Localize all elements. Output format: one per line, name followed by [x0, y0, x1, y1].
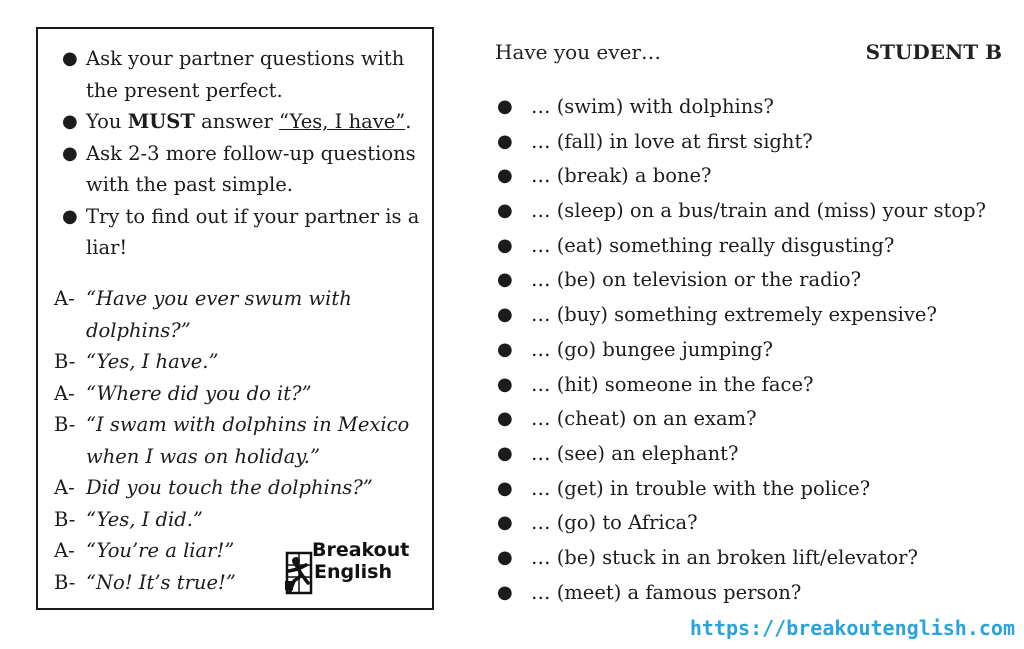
speaker-label: B-	[54, 350, 76, 373]
instruction-end: .	[405, 110, 412, 133]
question-text: … (cheat) on an exam?	[531, 407, 757, 431]
bullet-icon: ●	[497, 338, 513, 360]
question-text: … (be) stuck in an broken lift/elevator?	[531, 545, 918, 569]
logo-text-breakout: Breakout	[312, 539, 410, 561]
bullet-icon: ●	[497, 304, 513, 326]
question-item	[495, 506, 986, 541]
bullet-icon: ●	[62, 205, 78, 227]
question-item	[495, 368, 986, 403]
bullet-icon: ●	[497, 512, 513, 534]
bullet-icon: ●	[497, 581, 513, 603]
question-text: … (see) an elephant?	[531, 441, 739, 465]
breakout-english-logo	[284, 537, 424, 603]
question-text: … (hit) someone in the face?	[531, 372, 814, 396]
instruction-text: Try to find out if your partner is a liar!	[86, 204, 420, 259]
speaker-label: A-	[54, 287, 75, 310]
dialogue-text: “You’re a liar!”	[86, 539, 235, 562]
instruction-emphasis: MUST	[127, 110, 195, 133]
question-text: … (break) a bone?	[531, 164, 712, 188]
dialogue-line	[54, 346, 424, 378]
instruction-middle: answer	[194, 110, 280, 133]
question-item	[495, 576, 986, 611]
question-item	[495, 159, 986, 194]
bullet-icon: ●	[497, 165, 513, 187]
bullet-icon: ●	[497, 200, 513, 222]
section-heading: Have you ever…	[495, 40, 661, 64]
question-item	[495, 194, 986, 229]
instruction-item	[58, 106, 428, 138]
bullet-icon: ●	[497, 442, 513, 464]
bullet-icon: ●	[497, 234, 513, 256]
dialogue-text: “Have you ever swum with dolphins?”	[86, 287, 352, 342]
question-list	[495, 90, 986, 610]
instruction-quote: “Yes, I have”	[279, 110, 406, 133]
question-item	[495, 125, 986, 160]
bullet-icon: ●	[497, 96, 513, 117]
website-url[interactable]: https://breakoutenglish.com	[689, 616, 1015, 640]
question-text: … (go) bungee jumping?	[531, 337, 774, 361]
instruction-text: Ask 2-3 more follow-up questions with the past simple.	[86, 141, 416, 196]
speaker-label: B-	[54, 413, 76, 436]
bullet-icon: ●	[62, 111, 78, 132]
question-item	[495, 298, 986, 333]
instruction-list	[58, 43, 428, 264]
dialogue-text: Did you touch the dolphins?”	[86, 476, 373, 499]
question-item	[495, 333, 986, 368]
dialogue-line	[54, 504, 424, 536]
student-label: STUDENT B	[865, 40, 1002, 64]
question-item	[495, 263, 986, 298]
bullet-icon: ●	[62, 142, 78, 164]
dialogue-line	[54, 283, 424, 346]
speaker-label: A-	[54, 381, 75, 405]
dialogue-line	[54, 409, 424, 472]
instruction-item	[58, 138, 428, 201]
question-text: … (meet) a famous person?	[531, 580, 802, 604]
dialogue-text: “No! It’s true!”	[86, 570, 236, 594]
bullet-icon: ●	[497, 408, 513, 430]
speaker-label: A-	[54, 539, 75, 562]
question-item	[495, 472, 986, 507]
instruction-prefix: You	[86, 110, 128, 133]
bullet-icon: ●	[497, 373, 513, 395]
dialogue-text: “Yes, I did.”	[86, 507, 203, 531]
question-item	[495, 90, 986, 125]
question-text: … (go) to Africa?	[531, 511, 698, 535]
instruction-item	[58, 43, 428, 106]
instructions-box	[36, 27, 434, 610]
question-item	[495, 437, 986, 472]
question-text: … (eat) something really disgusting?	[531, 233, 895, 257]
question-item	[495, 541, 986, 576]
instruction-item	[58, 201, 428, 264]
bullet-icon: ●	[497, 546, 513, 568]
bullet-icon: ●	[62, 48, 78, 69]
speaker-label: B-	[54, 570, 76, 594]
question-text: … (be) on television or the radio?	[531, 268, 862, 292]
question-text: … (swim) with dolphins?	[531, 95, 774, 118]
speaker-label: B-	[54, 507, 76, 531]
question-item	[495, 402, 986, 437]
question-text: … (get) in trouble with the police?	[531, 476, 871, 500]
logo-text-english: English	[314, 561, 392, 583]
bullet-icon: ●	[497, 130, 513, 152]
speaker-label: A-	[54, 476, 75, 499]
dialogue-line	[54, 378, 424, 410]
dialogue-text: “Where did you do it?”	[86, 381, 312, 405]
question-item	[495, 229, 986, 264]
question-text: … (sleep) on a bus/train and (miss) your stop?	[531, 199, 987, 223]
bullet-icon: ●	[497, 477, 513, 499]
question-text: … (buy) something extremely expensive?	[531, 303, 937, 327]
dialogue-text: “Yes, I have.”	[86, 350, 219, 373]
dialogue-line	[54, 472, 424, 504]
instruction-text: Ask your partner questions with the present perfect.	[86, 47, 405, 102]
bullet-icon: ●	[497, 269, 513, 291]
dialogue-text: “I swam with dolphins in Mexico when I was on holiday.”	[86, 413, 410, 468]
question-text: … (fall) in love at first sight?	[531, 129, 813, 153]
